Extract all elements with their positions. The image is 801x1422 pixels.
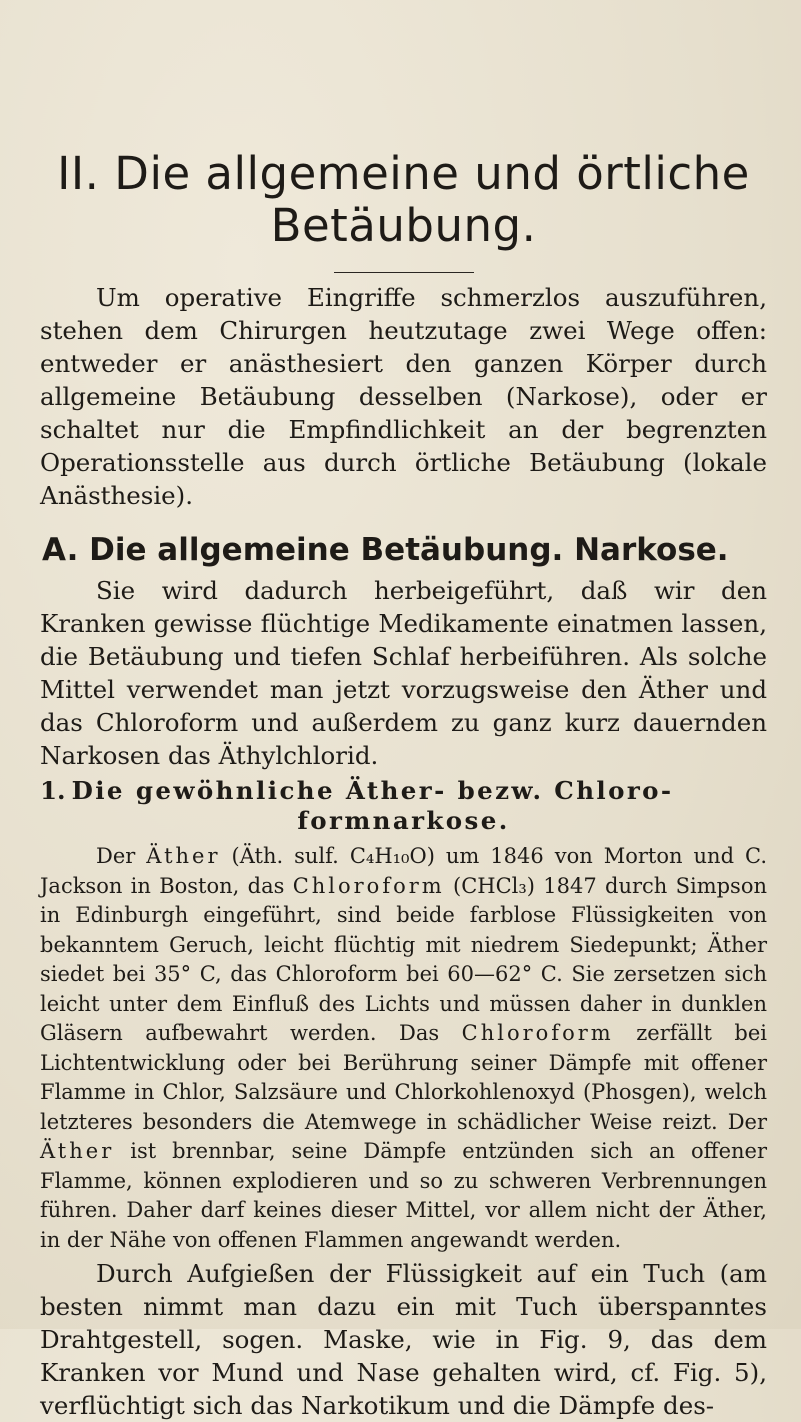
mask-paragraph: Durch Aufgießen der Flüssigkeit auf ein Tuch (am besten nimmt man dazu ein mit Tuch überspanntes Drahtgestell, sogen. Maske, wie in Fig. 9, das dem Kranken vor Mund und Nase gehalten wird, cf. Fig. 5), verflüchtigt sich das Narkotikum und die Dämpfe des-: [40, 1259, 767, 1420]
chapter-title-line-2: Betäubung.: [270, 199, 537, 252]
chloroform-term-1: Chloroform: [292, 873, 445, 898]
subsection-1-number: 1.: [40, 776, 66, 805]
chapter-title: [40, 0, 767, 252]
chapter-title-line-1: II. Die allgemeine und örtliche: [57, 147, 750, 200]
chloroform-term-2: Chloroform: [461, 1021, 614, 1045]
subsection-1-heading: [40, 776, 767, 836]
intro-paragraph: Um operative Eingriffe schmerzlos auszuführen, stehen dem Chirurgen heutzutage zwei Wege offen: entweder er anästhesiert den ganzen Körper durch allgemeine Betäubung desselben (Narkose), oder er schaltet nur die Empfindlichkeit an der begrenzten Operationsstelle aus durch örtliche Betäubung (lokale Anästhesie).: [40, 283, 767, 510]
section-a-paragraph: Sie wird dadurch herbeigeführt, daß wir den Kranken gewisse flüchtige Medikamente einatmen lassen, die Betäubung und tiefen Schlaf herbeiführen. Als solche Mittel verwendet man jetzt vorzugsweise den Äther und das Chloroform und außerdem zu ganz kurz dauernden Narkosen das Äthylchlorid.: [40, 576, 767, 770]
ether-text-2: (Äth. sulf. C₄H₁₀O) um 1846 von Morton und C. Jackson in Boston, das: [40, 844, 767, 898]
ether-term-2: Äther: [40, 1139, 115, 1163]
ether-text-4: zerfällt bei Lichtentwicklung oder bei Berührung seiner Dämpfe mit offener Flamme in Chlor, Salzsäure und Chlorkohlenoxyd (Phosgen), welch letzteres besonders die Atemwege in schädlicher Weise reizt. Der: [40, 1021, 767, 1134]
subsection-1-heading-line-2: formnarkose.: [297, 806, 510, 835]
ether-term-1: Äther: [146, 844, 221, 868]
ether-text-5: ist brennbar, seine Dämpfe entzünden sich an offener Flamme, können explodieren und so zu schweren Verbrennungen führen. Daher darf keines dieser Mittel, vor allem nicht der Äther, in der Nähe von offenen Flammen angewandt werden.: [40, 1139, 767, 1252]
title-divider: [334, 272, 474, 273]
ether-text-3: (CHCl₃) 1847 durch Simpson in Edinburgh eingeführt, sind beide farblose Flüssigkeiten von bekanntem Geruch, leicht flüchtig mit niedrem Siedepunkt; Äther siedet bei 35° C, das Chloroform bei 60—62° C. Sie zersetzen sich leicht unter dem Einfluß des Lichts und müssen daher in dunklen Gläsern aufbewahrt werden. Das: [40, 873, 768, 1045]
section-a-heading: A. Die allgemeine Betäubung. Narkose.: [42, 532, 729, 568]
subsection-1-heading-line-1: Die gewöhnliche Äther- bezw. Chloro-: [71, 776, 674, 805]
ether-chloroform-paragraph: [40, 842, 767, 1255]
ether-text-1: Der: [96, 844, 147, 868]
